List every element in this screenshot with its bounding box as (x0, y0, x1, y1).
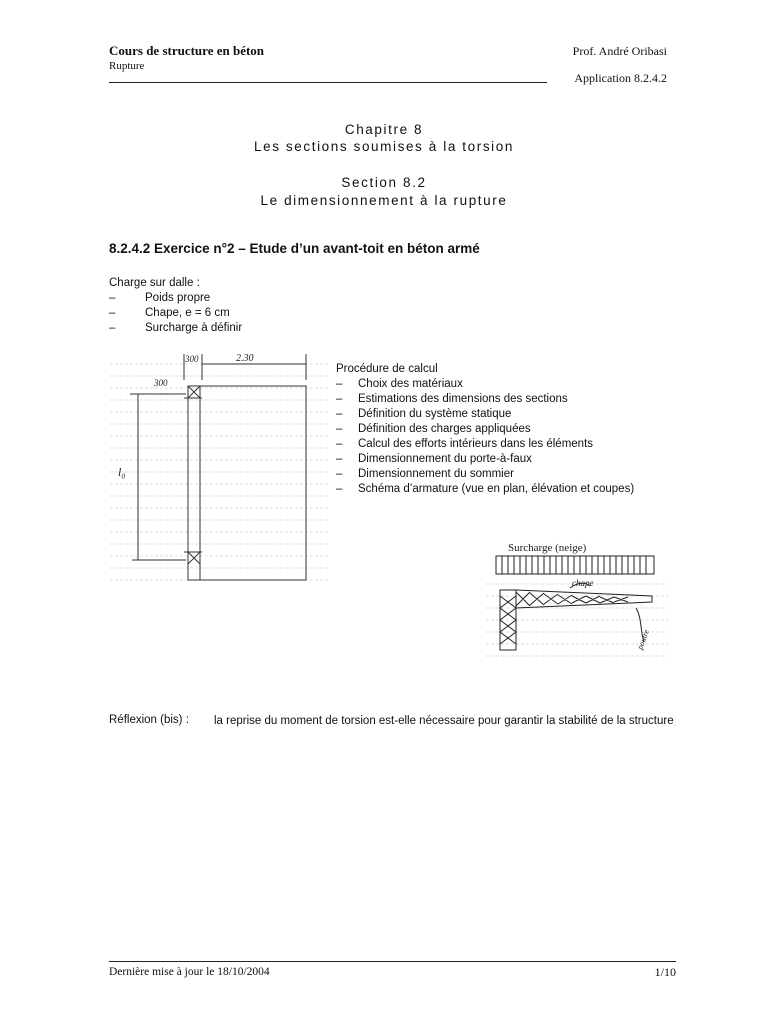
section-label: Section 8.2 (341, 175, 427, 190)
list-item: – Dimensionnement du sommier (336, 467, 681, 482)
page-number: 1/10 (654, 965, 676, 979)
loads-heading: Charge sur dalle : (109, 277, 200, 289)
section-sketch (486, 538, 668, 666)
list-item: – Schéma d’armature (vue en plan, élévation et coupes) (336, 482, 681, 497)
header-rule (109, 82, 547, 83)
professor-name: Prof. André Oribasi (572, 44, 667, 58)
list-item: – Poids propre (109, 291, 409, 306)
footer-rule (109, 961, 676, 962)
list-item: – Calcul des efforts intérieurs dans les éléments (336, 437, 681, 452)
reflexion-text: la reprise du moment de torsion est-elle nécessaire pour garantir la stabilité de la structure (214, 715, 674, 727)
procedure-block (336, 362, 681, 497)
beam-label: poutre (635, 628, 651, 651)
list-item: – Dimensionnement du porte-à-faux (336, 452, 681, 467)
dim-top-left: 300 (185, 354, 199, 364)
list-item: – Définition du système statique (336, 407, 681, 422)
exercise-title: 8.2.4.2 Exercice n°2 – Etude d’un avant-toit en béton armé (109, 241, 480, 256)
application-number: Application 8.2.4.2 (574, 71, 667, 85)
chapter-label: Chapitre 8 (344, 122, 424, 137)
dim-top-right: 2.30 (236, 353, 254, 364)
last-update: Dernière mise à jour le 18/10/2004 (109, 966, 270, 978)
chapter-title: Les sections soumises à la torsion (254, 139, 514, 154)
dim-span: l₀ (118, 465, 126, 479)
list-item: – Chape, e = 6 cm (109, 306, 409, 321)
course-subtitle: Rupture (109, 60, 145, 72)
list-item: – Choix des matériaux (336, 377, 681, 392)
screed-label: chape (572, 578, 594, 588)
reflexion-label: Réflexion (bis) : (109, 714, 189, 726)
load-label: Surcharge (neige) (508, 542, 587, 554)
loads-block (109, 276, 409, 336)
dim-side: 300 (154, 378, 168, 388)
procedure-list (336, 377, 681, 497)
section-title: Le dimensionnement à la rupture (260, 193, 508, 208)
procedure-heading: Procédure de calcul (336, 363, 438, 375)
list-item: – Surcharge à définir (109, 321, 409, 336)
plan-sketch (110, 350, 328, 586)
list-item: – Estimations des dimensions des sections (336, 392, 681, 407)
loads-list (109, 291, 409, 336)
course-title: Cours de structure en béton (109, 43, 265, 58)
list-item: – Définition des charges appliquées (336, 422, 681, 437)
